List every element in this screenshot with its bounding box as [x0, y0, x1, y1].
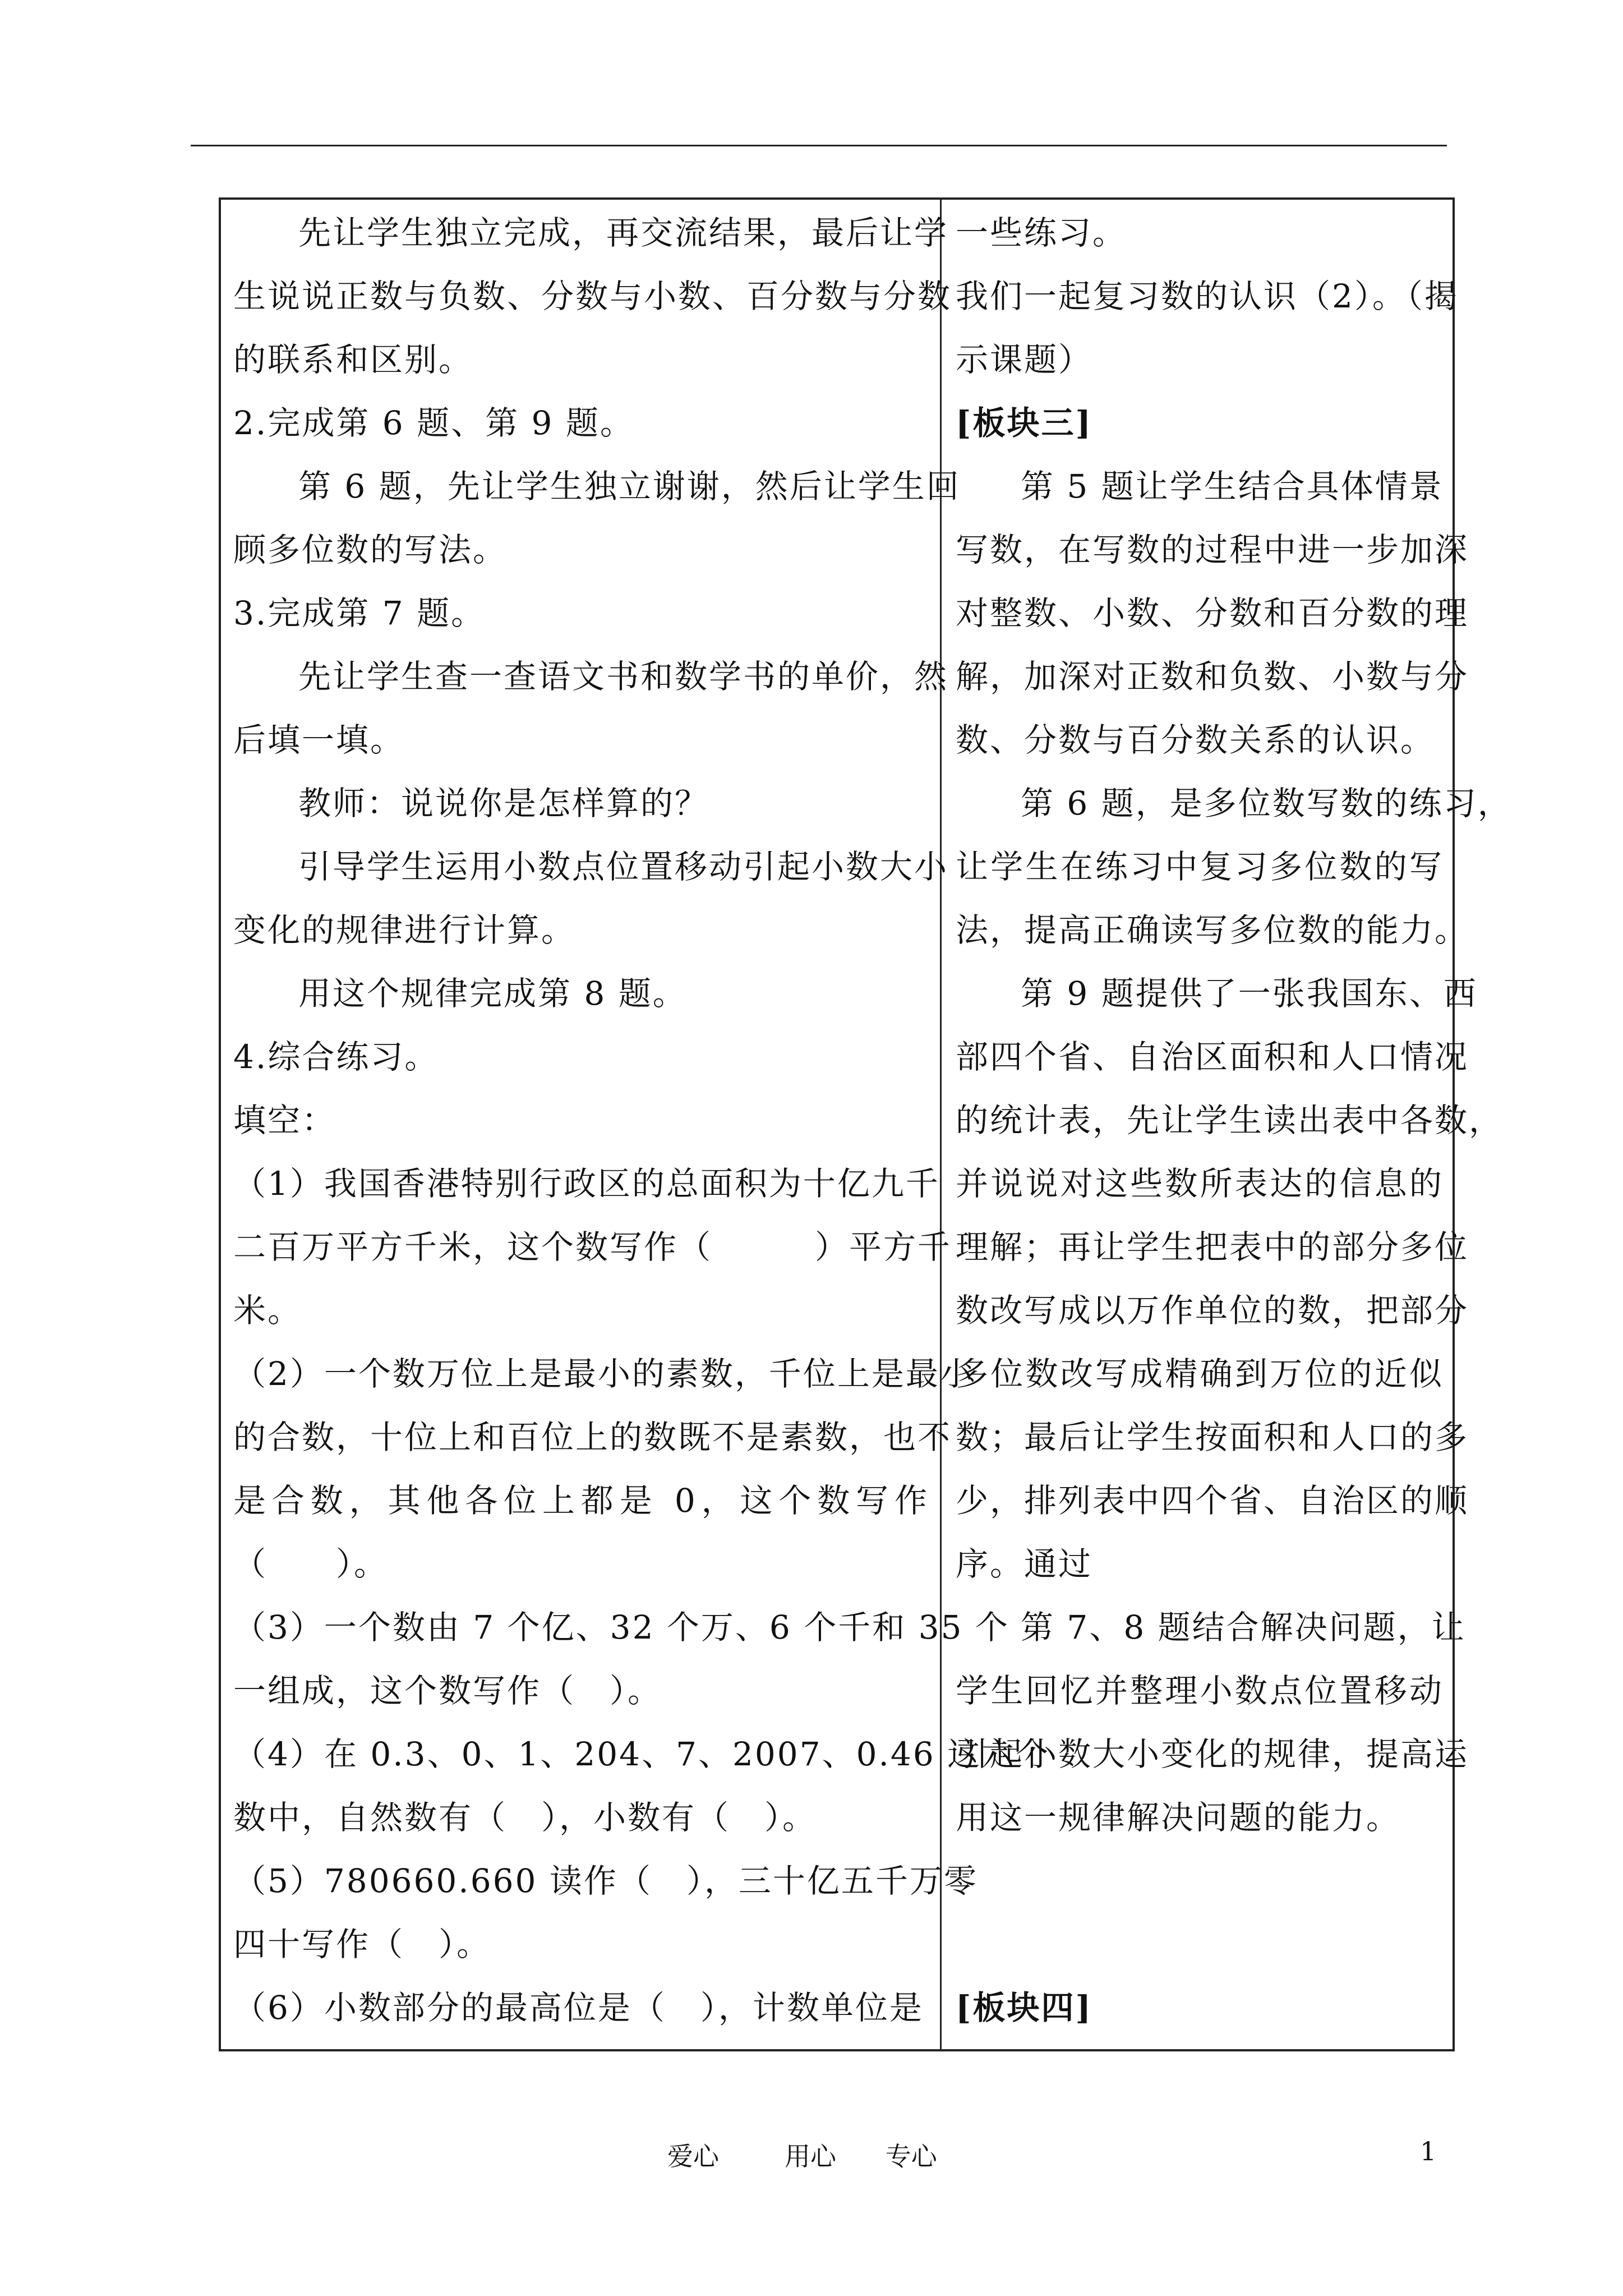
text-line: 生说说正数与负数、分数与小数、百分数与分数	[233, 277, 952, 315]
footer-motto-2: 用心	[784, 2141, 836, 2171]
footer-motto-1: 爱心	[667, 2141, 719, 2171]
text-line: （2）一个数万位上是最小的素数，千位上是最小	[233, 1355, 974, 1393]
text-line: 我们一起复习数的认识（2）。（揭	[956, 277, 1459, 315]
text-line: （6）小数部分的最高位是（ ），计数单位是	[233, 1989, 924, 2027]
text-line: 让学生在练习中复习多位数的写	[956, 848, 1444, 886]
text-line: 顾多位数的写法。	[233, 531, 508, 569]
text-line: 先让学生查一查语文书和数学书的单价，然	[298, 657, 949, 696]
text-line: 教师：说说你是怎样算的？	[298, 784, 709, 822]
page-number: 1	[1420, 2136, 1437, 2166]
text-line: （1）我国香港特别行政区的总面积为十亿九千	[233, 1165, 940, 1203]
text-line: （5）780660.660 读作（ ），三十亿五千万零	[233, 1862, 978, 1900]
text-line: 第 5 题让学生结合具体情景	[1021, 467, 1444, 505]
text-line: 四十写作（ ）。	[233, 1925, 491, 1963]
text-line: （ ）。	[233, 1545, 389, 1583]
footer-motto-3: 专心	[885, 2141, 937, 2171]
text-line: 第 6 题，是多位数写数的练习，	[1021, 784, 1512, 822]
text-line: 写数，在写数的过程中进一步加深	[956, 531, 1469, 569]
text-line: 的联系和区别。	[233, 341, 473, 379]
text-line: 理解；再让学生把表中的部分多位	[956, 1228, 1469, 1266]
text-line: 4.综合练习。	[233, 1038, 439, 1076]
text-line: 数中，自然数有（ ），小数有（ ）。	[233, 1798, 817, 1837]
text-line: 数；最后让学生按面积和人口的多	[956, 1418, 1469, 1456]
section-heading: [板块四]	[956, 1989, 1092, 2027]
text-line: 多位数改写成精确到万位的近似	[956, 1355, 1444, 1393]
text-line: 法，提高正确读写多位数的能力。	[956, 911, 1469, 949]
text-line: 第 7、8 题结合解决问题，让	[1021, 1608, 1466, 1646]
text-line: 序。通过	[956, 1545, 1093, 1583]
text-line: 解，加深对正数和负数、小数与分	[956, 657, 1469, 696]
text-line: 引起小数大小变化的规律，提高运	[956, 1735, 1469, 1773]
text-line: （3）一个数由 7 个亿、32 个万、6 个千和 35 个	[233, 1608, 1009, 1646]
text-line: 后填一填。	[233, 721, 405, 759]
text-line: 学生回忆并整理小数点位置移动	[956, 1672, 1444, 1710]
text-line: 的统计表，先让学生读出表中各数，	[956, 1101, 1504, 1139]
text-line: 的合数，十位上和百位上的数既不是素数，也不	[233, 1418, 952, 1456]
text-line: 部四个省、自治区面积和人口情况	[956, 1038, 1469, 1076]
footer-motto	[667, 2136, 937, 2173]
text-line: 少，排列表中四个省、自治区的顺	[956, 1481, 1469, 1520]
text-line: 并说说对这些数所表达的信息的	[956, 1165, 1444, 1203]
text-line: 一些练习。	[956, 214, 1127, 252]
text-line: 引导学生运用小数点位置移动引起小数大小	[298, 848, 949, 886]
text-line: 数改写成以万作单位的数，把部分	[956, 1291, 1469, 1329]
text-line: 先让学生独立完成，再交流结果，最后让学	[298, 214, 949, 252]
text-line: 米。	[233, 1291, 302, 1329]
text-line: 对整数、小数、分数和百分数的理	[956, 594, 1469, 632]
text-line: 数、分数与百分数关系的认识。	[956, 721, 1435, 759]
text-line: 2.完成第 6 题、第 9 题。	[233, 404, 634, 442]
lesson-table	[219, 197, 1512, 2051]
header-rule	[191, 145, 1447, 146]
text-line: 二百万平方千米，这个数写作（ ）平方千	[233, 1228, 952, 1266]
text-line: 第 9 题提供了一张我国东、西	[1021, 974, 1478, 1013]
text-line: 变化的规律进行计算。	[233, 911, 576, 949]
text-line: 填空：	[233, 1101, 336, 1139]
text-line: 是合数，其他各位上都是 0，这个数写作	[233, 1481, 929, 1520]
text-line: 示课题）	[956, 341, 1093, 379]
text-line: （4）在 0.3、0、1、204、7、2007、0.46 这六个	[233, 1735, 1050, 1773]
text-line: 一组成，这个数写作（ ）。	[233, 1672, 662, 1710]
text-line: 用这一规律解决问题的能力。	[956, 1798, 1401, 1837]
text-line: 第 6 题，先让学生独立谢谢，然后让学生回	[298, 467, 961, 505]
text-line: 用这个规律完成第 8 题。	[298, 974, 687, 1013]
section-heading: [板块三]	[956, 404, 1092, 442]
text-line: 3.完成第 7 题。	[233, 594, 486, 632]
